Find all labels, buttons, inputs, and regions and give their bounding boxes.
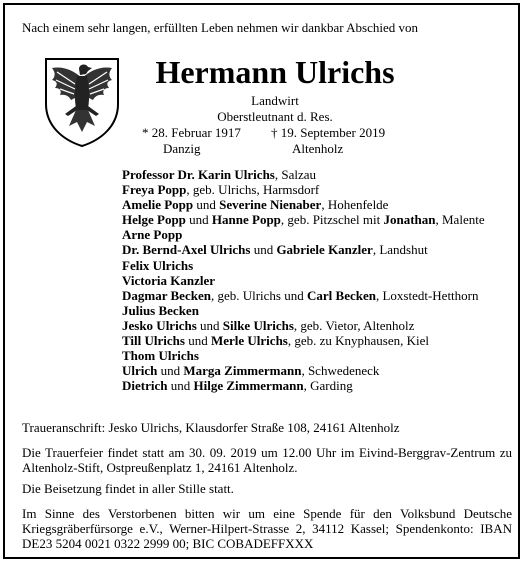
mourner-detail: , geb. zu Knyphausen, Kiel [287, 333, 430, 349]
mourner-detail: und [185, 212, 212, 228]
address-line: Traueranschrift: Jesko Ulrichs, Klausdorfer Straße 108, 24161 Altenholz [22, 420, 400, 435]
death-place: Altenholz [292, 141, 344, 156]
mourner-name: Silke Ulrichs [222, 317, 294, 333]
mourner-detail: und [250, 242, 277, 258]
mourner-name: Marga Zimmermann [183, 363, 302, 379]
mourner-line [122, 212, 485, 227]
mourner-line [122, 318, 485, 333]
mourners-list [122, 167, 485, 393]
mourner-line [122, 242, 485, 257]
mourner-line [122, 258, 485, 273]
mourner-detail: , Hohenfelde [321, 197, 389, 213]
mourner-name: Till Ulrichs [122, 333, 185, 349]
mourner-line [122, 303, 485, 318]
death-date: † 19. September 2019 [271, 125, 386, 140]
mourner-detail: , geb. Pitzschel mit [280, 212, 384, 228]
mourner-name: Freya Popp [122, 182, 187, 198]
obituary-notice [3, 3, 520, 559]
birth-date: * 28. Februar 1917 [142, 125, 241, 140]
eagle-coat-of-arms-icon [43, 56, 121, 148]
mourner-line [122, 197, 485, 212]
mourner-detail: und [167, 378, 194, 394]
mourner-line [122, 288, 485, 303]
mourner-name: Helge Popp [122, 212, 186, 228]
mourner-detail: , Landshut [372, 242, 428, 258]
mourner-name: Dietrich [122, 378, 168, 394]
mourner-name: Ulrich [122, 363, 158, 379]
mourner-line [122, 227, 485, 242]
mourner-name: Victoria Kanzler [122, 272, 216, 288]
mourner-name: Gabriele Kanzler [276, 242, 373, 258]
mourner-line [122, 348, 485, 363]
mourner-line [122, 363, 485, 378]
mourner-name: Dagmar Becken [122, 287, 211, 303]
mourner-name: Julius Becken [122, 302, 199, 318]
deceased-name: Hermann Ulrichs [155, 54, 395, 90]
mourner-detail: , Garding [303, 378, 353, 394]
mourner-name: Carl Becken [307, 287, 376, 303]
mourner-name: Jesko Ulrichs [122, 317, 197, 333]
mourner-detail: , geb. Ulrichs, Harmsdorf [186, 182, 320, 198]
burial-info: Die Beisetzung findet in aller Stille statt. [22, 481, 234, 496]
birth-place: Danzig [163, 141, 201, 156]
mourner-detail: und [196, 317, 223, 333]
mourner-detail: und [184, 333, 211, 349]
mourner-detail: und [157, 363, 184, 379]
mourner-line [122, 167, 485, 182]
mourner-detail: , geb. Ulrichs und [210, 287, 307, 303]
mourner-detail: , Schwedeneck [301, 363, 380, 379]
mourner-name: Amelie Popp [122, 197, 194, 213]
mourner-detail: , Loxstedt-Hetthorn [375, 287, 479, 303]
mourner-name: Jonathan [383, 212, 436, 228]
mourner-name: Felix Ulrichs [122, 257, 194, 273]
intro-text: Nach einem sehr langen, erfüllten Leben nehmen wir dankbar Abschied von [22, 20, 418, 35]
donation-info: Im Sinne des Verstorbenen bitten wir um eine Spende für den Volksbund Deutsche Kriegsgräberfürsorge e.V., Werner-Hilpert-Strasse 2, 34112 Kassel; Spendenkonto: IBAN DE23 5204 0021 0322 2999 00; BIC COBADEFFXXX [22, 506, 512, 551]
mourner-name: Severine Nienaber [219, 197, 322, 213]
mourner-name: Professor Dr. Karin Ulrichs [122, 167, 275, 182]
ceremony-info: Die Trauerfeier findet statt am 30. 09. 2019 um 12.00 Uhr im Eivind-Berggrav-Zentrum zu Altenholz-Stift, Ostpreußenplatz 1, 24161 Altenholz. [22, 445, 512, 475]
mourner-name: Merle Ulrichs [210, 333, 288, 349]
mourner-line [122, 333, 485, 348]
mourner-name: Thom Ulrichs [122, 348, 199, 364]
mourner-line [122, 273, 485, 288]
profession: Landwirt [251, 93, 299, 108]
mourner-detail: , Malente [435, 212, 485, 228]
mourner-detail: , geb. Vietor, Altenholz [293, 317, 415, 333]
mourner-name: Dr. Bernd-Axel Ulrichs [122, 242, 251, 258]
mourner-detail: , Salzau [274, 167, 317, 182]
mourner-name: Arne Popp [122, 227, 183, 243]
mourner-name: Hanne Popp [211, 212, 281, 228]
mourner-name: Hilge Zimmermann [193, 378, 304, 394]
mourner-line [122, 182, 485, 197]
mourner-line [122, 378, 485, 393]
mourner-detail: und [193, 197, 220, 213]
rank: Oberstleutnant d. Res. [217, 109, 333, 124]
